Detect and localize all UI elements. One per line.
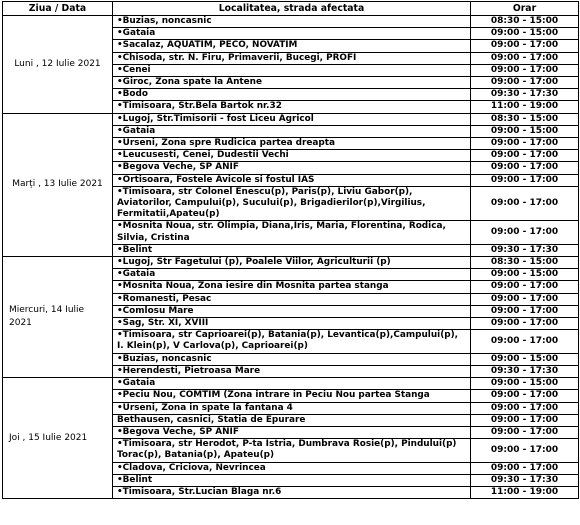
location-cell: •Chisoda, str. N. Firu, Primaverii, Bucegi, PROFI (113, 52, 471, 64)
header-hours: Orar (471, 2, 579, 16)
location-cell: •Lugoj, Str Fagetului (p), Poalele Viilor, Agriculturii (p) (113, 257, 471, 269)
header-day: Ziua / Data (3, 2, 113, 16)
location-cell: •Sag, Str. XI, XVIII (113, 318, 471, 330)
hours-cell: 09:00 - 15:00 (471, 378, 579, 390)
hours-cell: 09:00 - 17:00 (471, 174, 579, 186)
hours-cell: 11:00 - 19:00 (471, 486, 579, 498)
hours-cell: 09:00 - 15:00 (471, 269, 579, 281)
location-cell: •Giroc, Zona spate la Antene (113, 77, 471, 89)
table-row (3, 16, 579, 28)
hours-cell: 09:00 - 17:00 (471, 64, 579, 76)
day-date-cell: Marți , 13 Iulie 2021 (3, 113, 113, 256)
hours-cell: 09:00 - 17:00 (471, 318, 579, 330)
hours-cell: 09:30 - 17:30 (471, 244, 579, 256)
location-cell: •Bodo (113, 89, 471, 101)
hours-cell: 09:00 - 17:00 (471, 186, 579, 221)
hours-cell: 09:00 - 17:00 (471, 281, 579, 293)
hours-cell: 09:00 - 15:00 (471, 125, 579, 137)
hours-cell: 09:00 - 17:00 (471, 414, 579, 426)
hours-cell: 09:00 - 17:00 (471, 150, 579, 162)
location-cell: •Cenei (113, 64, 471, 76)
hours-cell: 09:00 - 17:00 (471, 40, 579, 52)
location-cell: •Ortisoara, Fostele Avicole si fostul IAS (113, 174, 471, 186)
hours-cell: 09:00 - 17:00 (471, 293, 579, 305)
location-cell: •Timisoara, str Caprioarei(p), Batania(p), Levantica(p),Campului(p), I. Klein(p), V Carlova(p), Caprioarei(p) (113, 330, 471, 353)
location-cell: •Urseni, Zona in spate la fantana 4 (113, 402, 471, 414)
location-cell: •Cladova, Criciova, Nevrincea (113, 462, 471, 474)
table-row (3, 113, 579, 125)
location-cell: •Urseni, Zona spre Rudicica partea dreapta (113, 138, 471, 150)
location-cell: •Gataia (113, 125, 471, 137)
hours-cell: 09:00 - 17:00 (471, 305, 579, 317)
schedule-body (3, 16, 579, 499)
location-cell: •Buzias, noncasnic (113, 16, 471, 28)
location-cell: •Gataia (113, 378, 471, 390)
location-cell: •Begova Veche, SP ANIF (113, 162, 471, 174)
hours-cell: 09:00 - 17:00 (471, 462, 579, 474)
location-cell: •Timisoara, Str.Lucian Blaga nr.6 (113, 486, 471, 498)
hours-cell: 09:00 - 17:00 (471, 52, 579, 64)
location-cell: •Gataia (113, 269, 471, 281)
location-cell: •Timisoara, str Herodot, P-ta Istria, Dumbrava Rosie(p), Pindului(p) Torac(p), Batania(p), Apateu(p) (113, 439, 471, 462)
location-cell: •Buzias, noncasnic (113, 353, 471, 365)
hours-cell: 09:30 - 17:30 (471, 89, 579, 101)
location-cell: •Comlosu Mare (113, 305, 471, 317)
location-cell: •Belint (113, 474, 471, 486)
hours-cell: 09:00 - 17:00 (471, 330, 579, 353)
location-cell: Bethausen, casnici, Statia de Epurare (113, 414, 471, 426)
day-date-cell: Joi , 15 Iulie 2021 (3, 378, 113, 499)
hours-cell: 08:30 - 15:00 (471, 113, 579, 125)
location-cell: •Gataia (113, 28, 471, 40)
hours-cell: 11:00 - 19:00 (471, 101, 579, 113)
location-cell: •Leucusesti, Cenei, Dudestii Vechi (113, 150, 471, 162)
location-cell: •Timisoara, str Colonel Enescu(p), Paris(p), Liviu Gabor(p), Aviatorilor, Campului(p), Sucului(p), Brigadierilor(p),Virgilius, Fermitatii,Apateu(p) (113, 186, 471, 221)
hours-cell: 09:00 - 17:00 (471, 426, 579, 438)
hours-cell: 09:00 - 17:00 (471, 162, 579, 174)
hours-cell: 09:00 - 17:00 (471, 390, 579, 402)
table-row (3, 378, 579, 390)
header-location: Localitatea, strada afectata (113, 2, 471, 16)
location-cell: •Sacalaz, AQUATIM, PECO, NOVATIM (113, 40, 471, 52)
hours-cell: 08:30 - 15:00 (471, 257, 579, 269)
day-date-cell: Miercuri, 14 Iulie 2021 (3, 257, 113, 378)
location-cell: •Mosnita Noua, Zona iesire din Mosnita partea stanga (113, 281, 471, 293)
location-cell: •Mosnita Noua, str. Olimpia, Diana,Iris, Maria, Florentina, Rodica, Silvia, Cristina (113, 221, 471, 244)
header-row (3, 2, 579, 16)
hours-cell: 09:00 - 17:00 (471, 402, 579, 414)
location-cell: •Peciu Nou, COMTIM (Zona intrare in Peciu Nou partea Stanga (113, 390, 471, 402)
day-date-cell: Luni , 12 Iulie 2021 (3, 16, 113, 114)
hours-cell: 08:30 - 15:00 (471, 16, 579, 28)
hours-cell: 09:00 - 17:00 (471, 138, 579, 150)
location-cell: •Herendesti, Pietroasa Mare (113, 365, 471, 377)
location-cell: •Timisoara, Str.Bela Bartok nr.32 (113, 101, 471, 113)
hours-cell: 09:00 - 17:00 (471, 439, 579, 462)
location-cell: •Begova Veche, SP ANIF (113, 426, 471, 438)
hours-cell: 09:00 - 15:00 (471, 28, 579, 40)
location-cell: •Romanesti, Pesac (113, 293, 471, 305)
hours-cell: 09:00 - 17:00 (471, 221, 579, 244)
hours-cell: 09:30 - 17:30 (471, 474, 579, 486)
hours-cell: 09:30 - 17:30 (471, 365, 579, 377)
location-cell: •Lugoj, Str.Timisorii - fost Liceu Agricol (113, 113, 471, 125)
location-cell: •Belint (113, 244, 471, 256)
table-row (3, 257, 579, 269)
hours-cell: 09:00 - 15:00 (471, 353, 579, 365)
outage-schedule-table (2, 1, 579, 499)
hours-cell: 09:00 - 17:00 (471, 77, 579, 89)
